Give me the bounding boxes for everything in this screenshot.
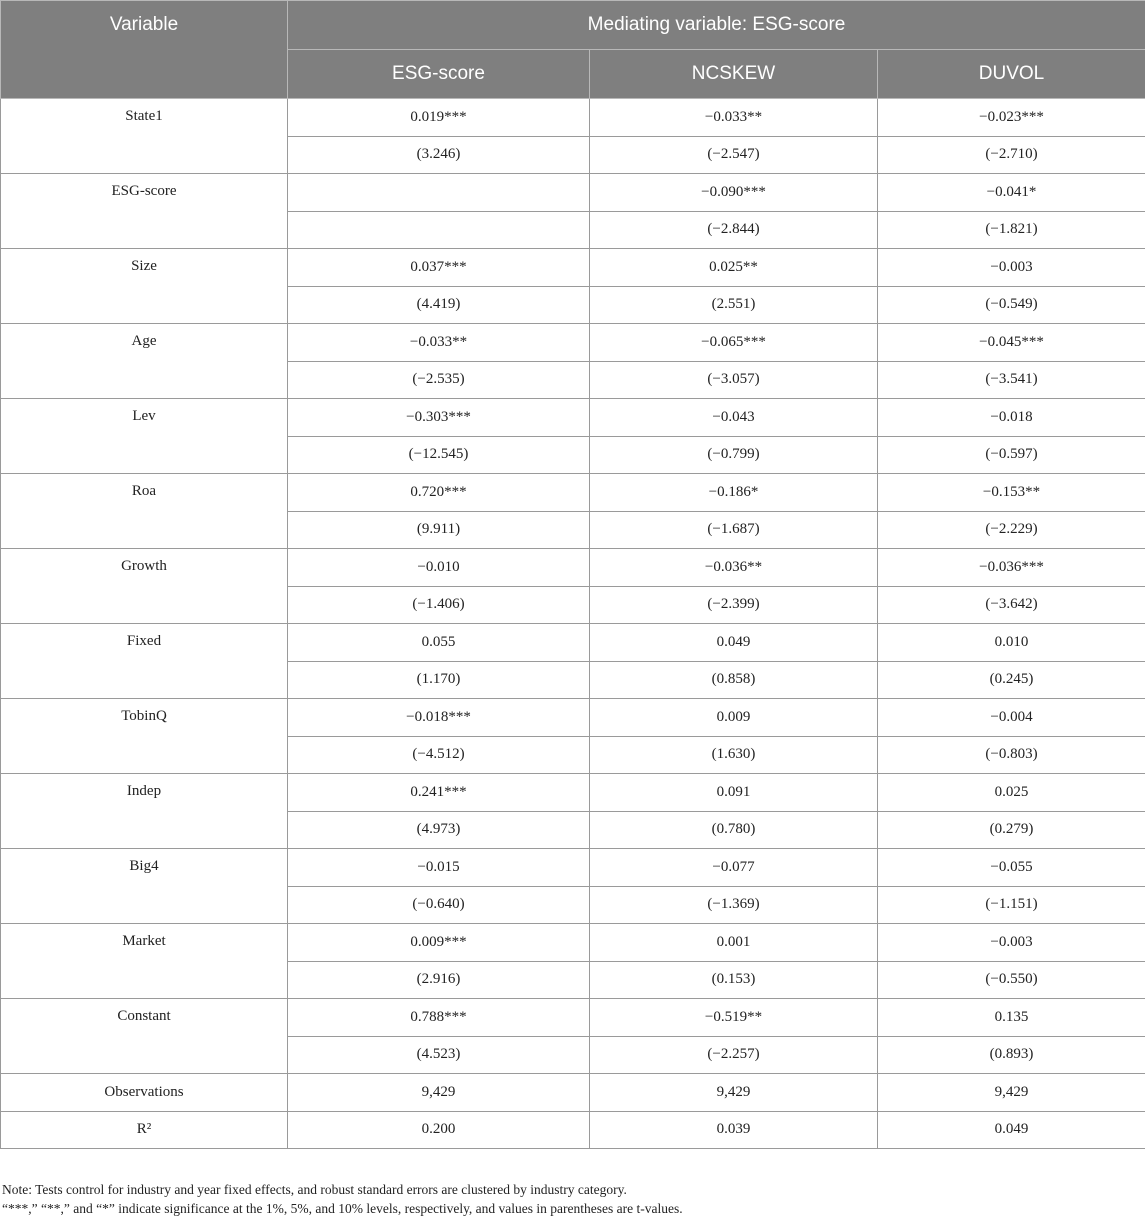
t-value-cell: (−0.640) xyxy=(288,886,590,924)
row-label: Fixed xyxy=(1,624,288,699)
coef-cell: −0.015 xyxy=(288,849,590,887)
header-col-ncskew: NCSKEW xyxy=(590,50,878,99)
coef-cell: 0.025** xyxy=(590,249,878,287)
t-value-cell: (2.916) xyxy=(288,961,590,999)
t-value-cell: (0.279) xyxy=(878,811,1145,849)
coef-cell: −0.036** xyxy=(590,549,878,587)
coef-cell: −0.004 xyxy=(878,699,1145,737)
t-value-cell: (−1.687) xyxy=(590,511,878,549)
t-value-cell: (−0.549) xyxy=(878,286,1145,324)
row-label: Growth xyxy=(1,549,288,624)
coef-cell: 0.135 xyxy=(878,999,1145,1037)
table-notes xyxy=(2,1180,1142,1218)
coef-cell: 0.009*** xyxy=(288,924,590,962)
coef-cell: 0.091 xyxy=(590,774,878,812)
coef-cell: −0.043 xyxy=(590,399,878,437)
t-value-cell: (0.153) xyxy=(590,961,878,999)
summary-cell: 0.039 xyxy=(590,1111,878,1149)
coef-cell: 0.720*** xyxy=(288,474,590,512)
t-value-cell: (0.858) xyxy=(590,661,878,699)
table-row-indep-coef xyxy=(1,774,1145,812)
t-value-cell: (1.170) xyxy=(288,661,590,699)
t-value-cell: (−3.057) xyxy=(590,361,878,399)
header-col-duvol: DUVOL xyxy=(878,50,1145,99)
table-row-constant-coef xyxy=(1,999,1145,1037)
t-value-cell: (0.893) xyxy=(878,1036,1145,1074)
t-value-cell: (−2.257) xyxy=(590,1036,878,1074)
table-row-market-coef xyxy=(1,924,1145,962)
row-label: State1 xyxy=(1,99,288,174)
header-variable: Variable xyxy=(1,1,288,99)
row-label: ESG-score xyxy=(1,174,288,249)
t-value-cell: (3.246) xyxy=(288,136,590,174)
row-label: Constant xyxy=(1,999,288,1074)
t-value-cell: (−1.821) xyxy=(878,211,1145,249)
coef-cell: −0.036*** xyxy=(878,549,1145,587)
t-value-cell: (−2.710) xyxy=(878,136,1145,174)
coef-cell: 0.055 xyxy=(288,624,590,662)
coef-cell: −0.023*** xyxy=(878,99,1145,137)
coef-cell: 0.019*** xyxy=(288,99,590,137)
coef-cell: −0.041* xyxy=(878,174,1145,212)
coef-cell: 0.009 xyxy=(590,699,878,737)
summary-cell: 0.200 xyxy=(288,1111,590,1149)
coef-cell: −0.090*** xyxy=(590,174,878,212)
t-value-cell: (0.780) xyxy=(590,811,878,849)
table-row-growth-coef xyxy=(1,549,1145,587)
coef-cell: −0.186* xyxy=(590,474,878,512)
table-row-age-coef xyxy=(1,324,1145,362)
row-label: Observations xyxy=(1,1074,288,1112)
table-row-roa-coef xyxy=(1,474,1145,512)
coef-cell: −0.003 xyxy=(878,249,1145,287)
table-row-big4-coef xyxy=(1,849,1145,887)
coef-cell: −0.065*** xyxy=(590,324,878,362)
row-label: TobinQ xyxy=(1,699,288,774)
t-value-cell: (−2.547) xyxy=(590,136,878,174)
t-value-cell: (2.551) xyxy=(590,286,878,324)
coef-cell: 0.788*** xyxy=(288,999,590,1037)
t-value-cell: (−2.844) xyxy=(590,211,878,249)
t-value-cell: (−1.406) xyxy=(288,586,590,624)
coef-cell: −0.033** xyxy=(288,324,590,362)
t-value-cell: (−0.803) xyxy=(878,736,1145,774)
table-row-state1-coef xyxy=(1,99,1145,137)
table-body xyxy=(1,99,1145,1149)
coef-cell: −0.018 xyxy=(878,399,1145,437)
header-group: Mediating variable: ESG-score xyxy=(288,1,1145,50)
row-label: R² xyxy=(1,1111,288,1149)
table-row-observations xyxy=(1,1074,1145,1112)
header-col-esg-score: ESG-score xyxy=(288,50,590,99)
row-label: Big4 xyxy=(1,849,288,924)
t-value-cell: (1.630) xyxy=(590,736,878,774)
t-value-cell: (−3.541) xyxy=(878,361,1145,399)
summary-cell: 9,429 xyxy=(288,1074,590,1112)
coef-cell: 0.049 xyxy=(590,624,878,662)
coef-cell: −0.045*** xyxy=(878,324,1145,362)
note-line-1: Note: Tests control for industry and year fixed effects, and robust standard errors are clustered by industry category. xyxy=(2,1182,627,1197)
coef-cell: −0.077 xyxy=(590,849,878,887)
coef-cell: −0.303*** xyxy=(288,399,590,437)
table-row-r xyxy=(1,1111,1145,1149)
coef-cell: −0.055 xyxy=(878,849,1145,887)
row-label: Roa xyxy=(1,474,288,549)
t-value-cell: (4.419) xyxy=(288,286,590,324)
t-value-cell: (−2.399) xyxy=(590,586,878,624)
t-value-cell: (0.245) xyxy=(878,661,1145,699)
coef-cell: −0.010 xyxy=(288,549,590,587)
summary-cell: 9,429 xyxy=(590,1074,878,1112)
t-value-cell: (−3.642) xyxy=(878,586,1145,624)
coef-cell: 0.025 xyxy=(878,774,1145,812)
summary-cell: 0.049 xyxy=(878,1111,1145,1149)
table-row-size-coef xyxy=(1,249,1145,287)
coef-cell: −0.519** xyxy=(590,999,878,1037)
coef-cell: −0.018*** xyxy=(288,699,590,737)
t-value-cell xyxy=(288,211,590,249)
table-row-esg-score-coef xyxy=(1,174,1145,212)
coef-cell: −0.033** xyxy=(590,99,878,137)
t-value-cell: (−0.799) xyxy=(590,436,878,474)
row-label: Age xyxy=(1,324,288,399)
coef-cell: −0.153** xyxy=(878,474,1145,512)
coef-cell: −0.003 xyxy=(878,924,1145,962)
summary-cell: 9,429 xyxy=(878,1074,1145,1112)
coef-cell: 0.037*** xyxy=(288,249,590,287)
row-label: Market xyxy=(1,924,288,999)
t-value-cell: (−12.545) xyxy=(288,436,590,474)
t-value-cell: (9.911) xyxy=(288,511,590,549)
row-label: Size xyxy=(1,249,288,324)
coef-cell: 0.001 xyxy=(590,924,878,962)
t-value-cell: (−2.535) xyxy=(288,361,590,399)
table-header xyxy=(1,1,1145,99)
coef-cell: 0.010 xyxy=(878,624,1145,662)
table-row-tobinq-coef xyxy=(1,699,1145,737)
t-value-cell: (−1.369) xyxy=(590,886,878,924)
table-row-fixed-coef xyxy=(1,624,1145,662)
coef-cell xyxy=(288,174,590,212)
t-value-cell: (−1.151) xyxy=(878,886,1145,924)
table-row-lev-coef xyxy=(1,399,1145,437)
t-value-cell: (−0.597) xyxy=(878,436,1145,474)
t-value-cell: (4.523) xyxy=(288,1036,590,1074)
note-line-2: “***,” “**,” and “*” indicate significance at the 1%, 5%, and 10% levels, respectively, and values in parentheses are t-values. xyxy=(2,1201,683,1216)
row-label: Indep xyxy=(1,774,288,849)
t-value-cell: (4.973) xyxy=(288,811,590,849)
t-value-cell: (−0.550) xyxy=(878,961,1145,999)
coef-cell: 0.241*** xyxy=(288,774,590,812)
t-value-cell: (−4.512) xyxy=(288,736,590,774)
row-label: Lev xyxy=(1,399,288,474)
t-value-cell: (−2.229) xyxy=(878,511,1145,549)
